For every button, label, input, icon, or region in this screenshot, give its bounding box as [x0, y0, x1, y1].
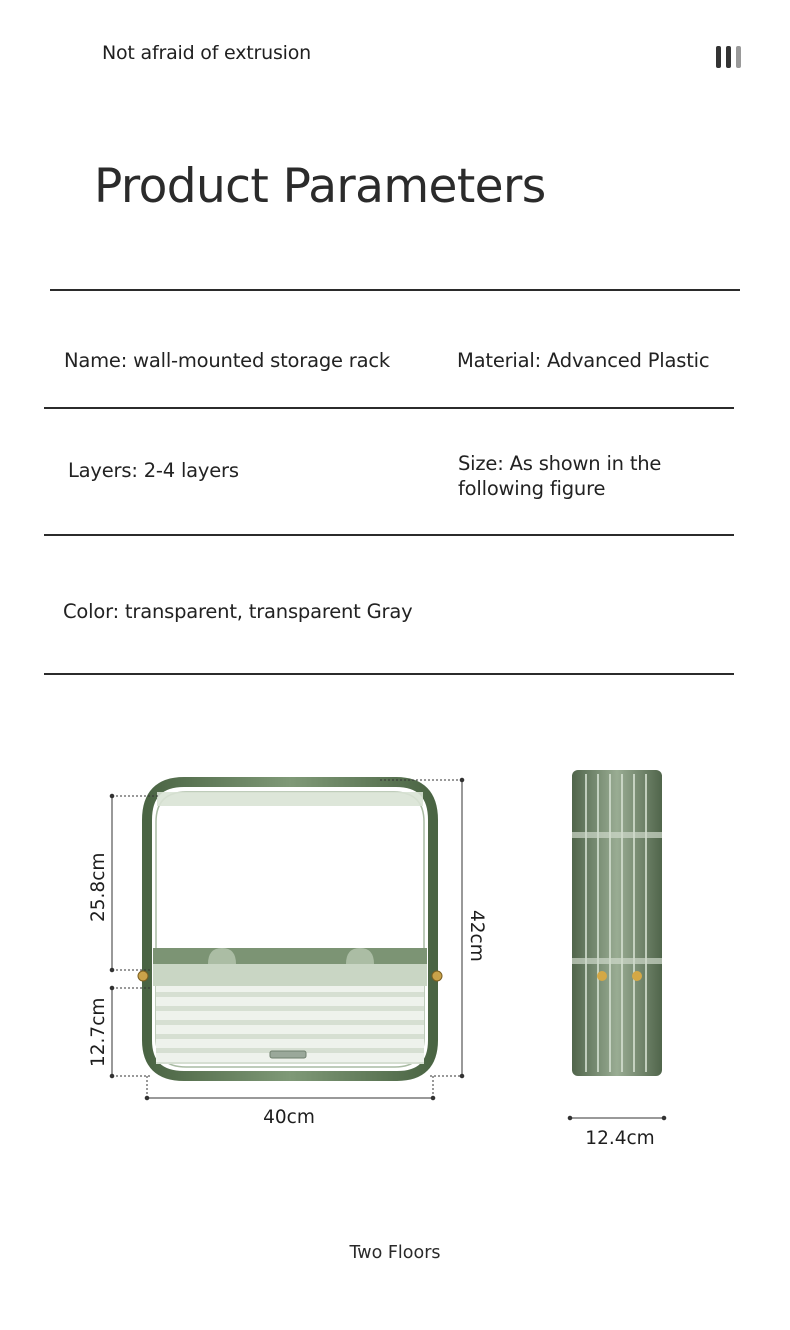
param-color: Color: transparent, transparent Gray: [63, 600, 413, 623]
screw-icon: [138, 971, 148, 981]
param-material: Material: Advanced Plastic: [457, 349, 710, 372]
param-size: Size: As shown in the following figure: [458, 452, 662, 500]
caption: Two Floors: [349, 1243, 441, 1263]
divider: [44, 534, 734, 536]
dimension-diagram: [0, 740, 790, 1170]
divider: [50, 289, 740, 291]
divider: [44, 673, 734, 675]
screw-icon: [632, 971, 642, 981]
rack-side-view: [572, 770, 662, 1076]
dim-lower-height: 12.7cm: [88, 997, 109, 1067]
menu-bars-icon[interactable]: [714, 46, 744, 70]
divider: [44, 407, 734, 409]
dim-width: 40cm: [263, 1107, 315, 1128]
screw-icon: [597, 971, 607, 981]
screw-icon: [432, 971, 442, 981]
dim-total-height: 42cm: [466, 910, 487, 962]
param-layers: Layers: 2-4 layers: [68, 459, 239, 482]
param-name: Name: wall-mounted storage rack: [64, 349, 390, 372]
tagline: Not afraid of extrusion: [102, 42, 311, 64]
dim-depth: 12.4cm: [585, 1128, 655, 1149]
rack-front-view: [138, 782, 442, 1076]
page-title: Product Parameters: [94, 159, 546, 215]
dim-upper-height: 25.8cm: [88, 852, 109, 922]
